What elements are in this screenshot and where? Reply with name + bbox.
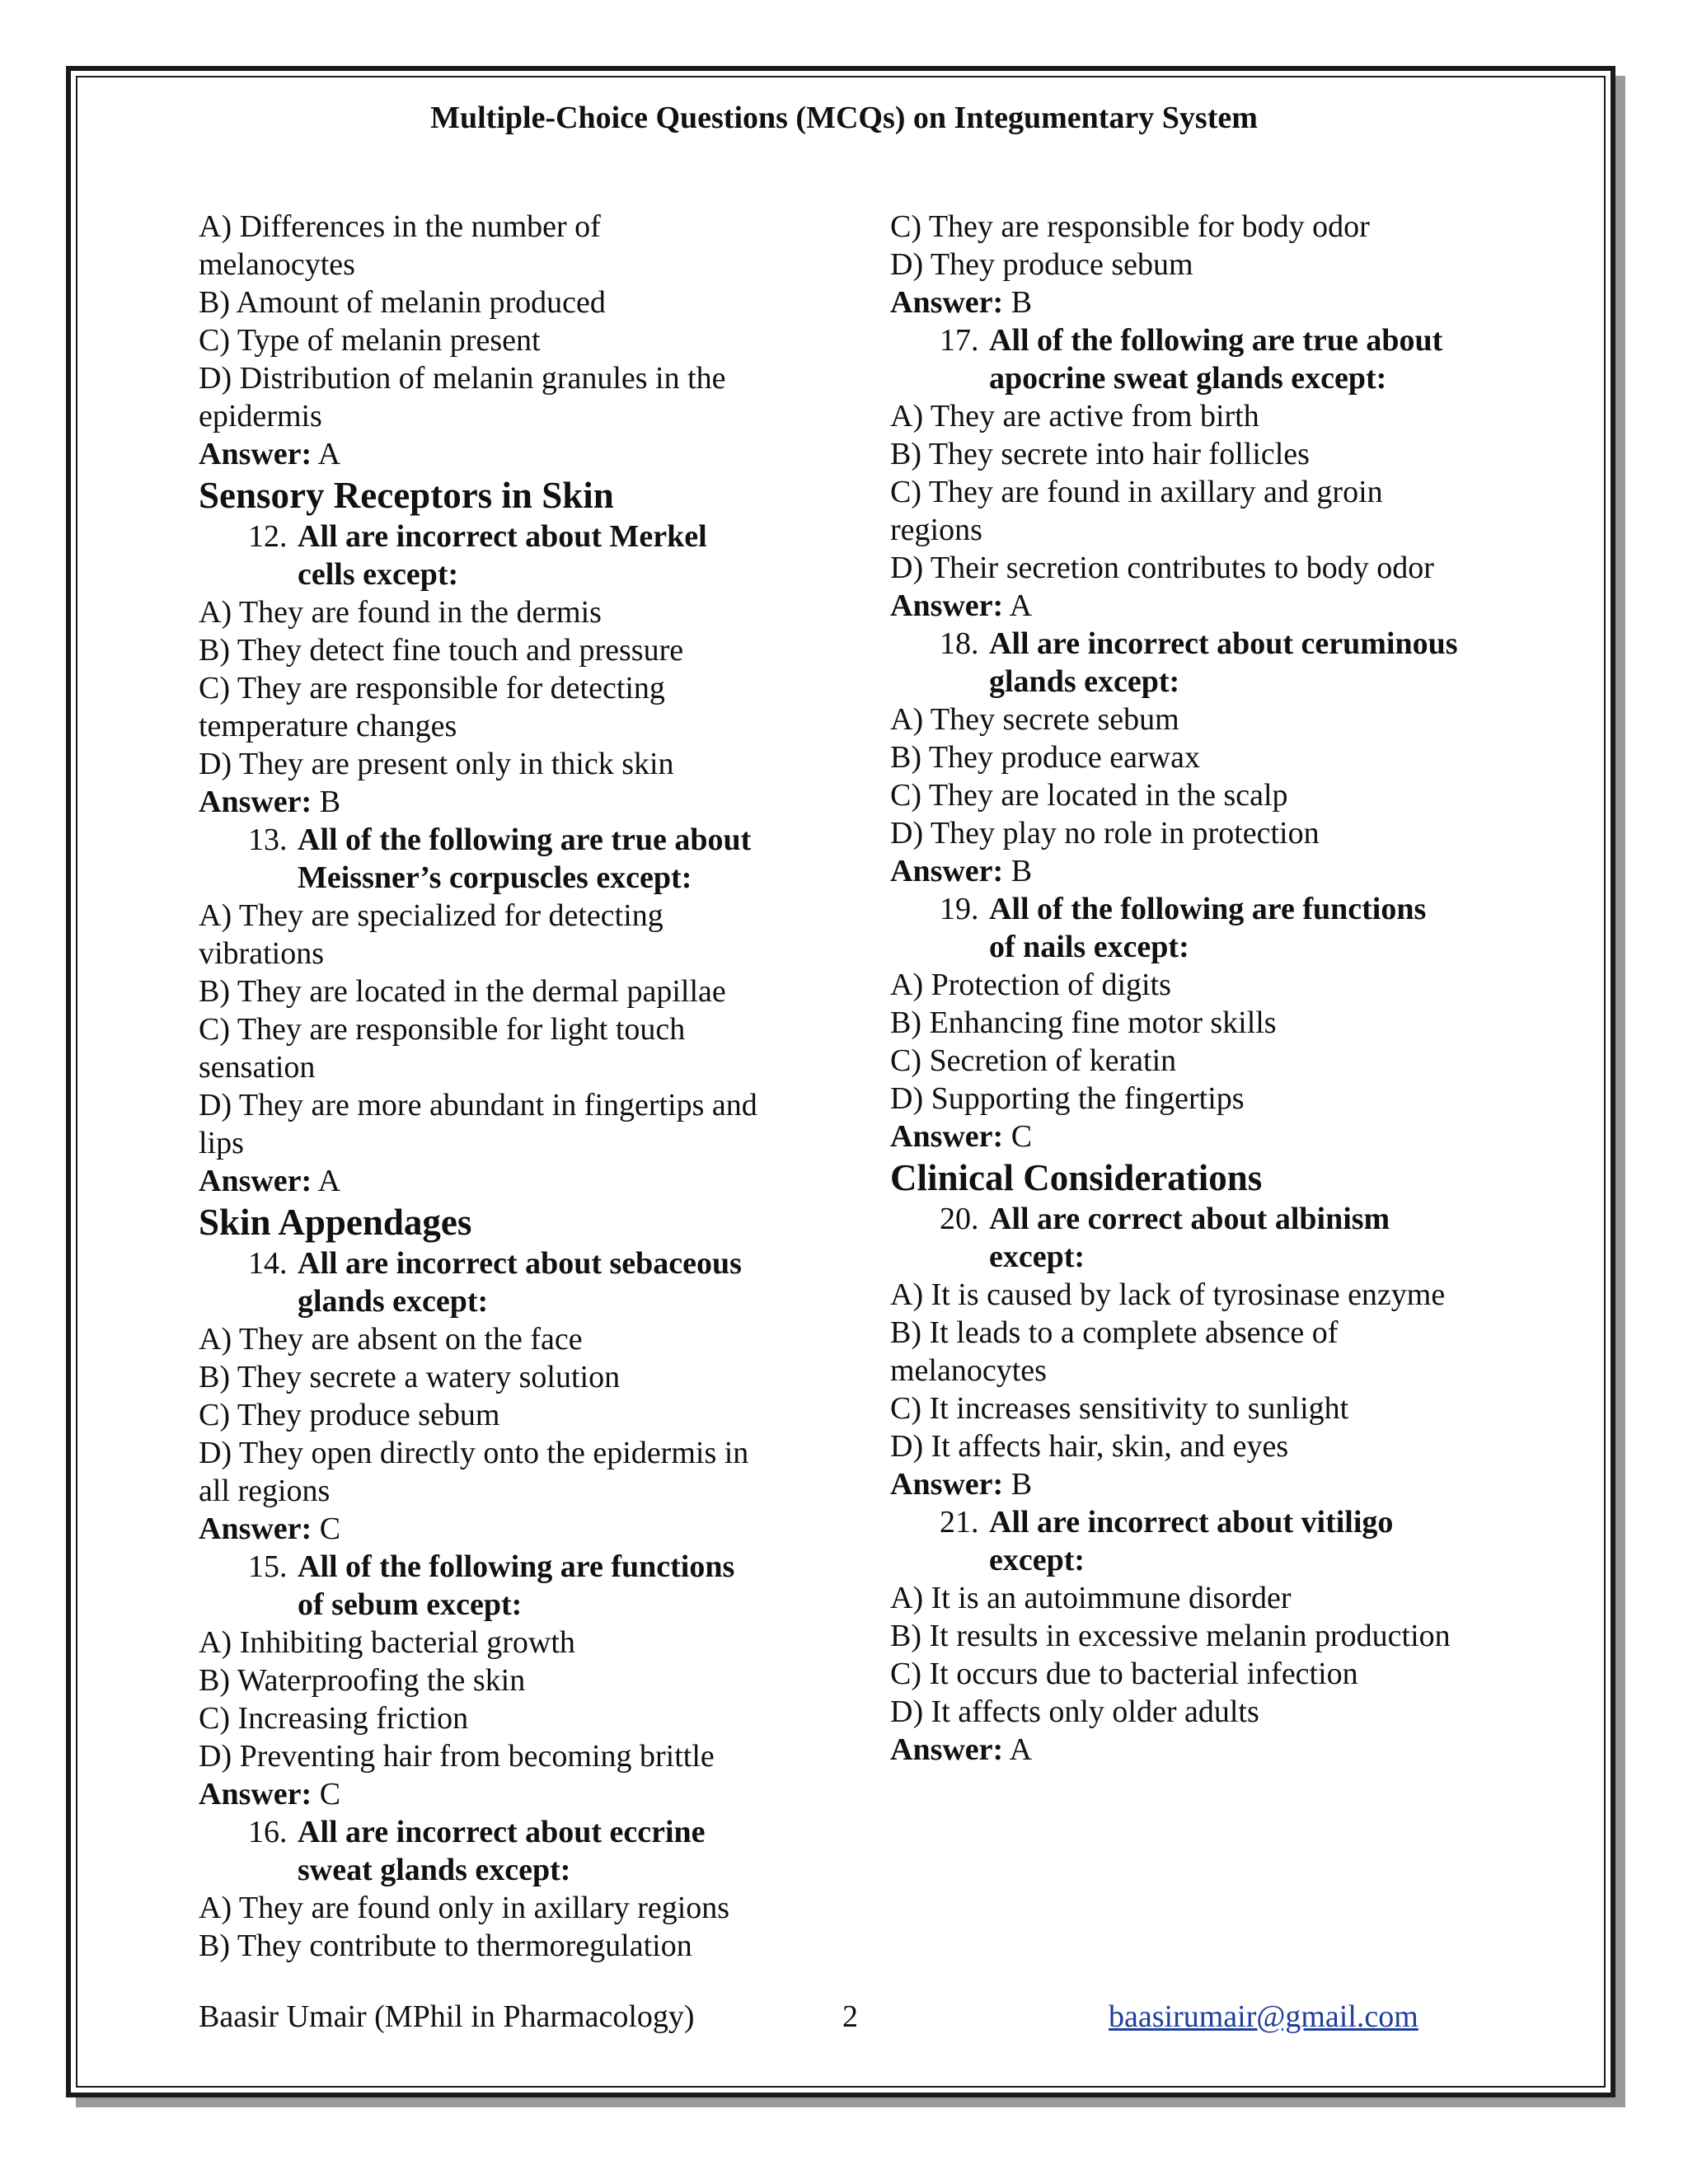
question-q19-answer	[890, 1118, 1517, 1155]
answer-value: B	[1010, 285, 1033, 320]
question-q21-option-line: C) It occurs due to bacterial infection	[890, 1657, 1358, 1691]
question-q16-option-line: A) They are found only in axillary regions	[199, 1891, 730, 1925]
answer-value: A	[317, 1164, 341, 1198]
question-q16-option-line: D) They produce sebum	[890, 247, 1193, 282]
question-q12-answer	[199, 783, 825, 821]
question-q14-option-line: C) They produce sebum	[199, 1398, 500, 1432]
question-q20-option-line: C) It increases sensitivity to sunlight	[890, 1391, 1349, 1426]
question-q13-option-line: vibrations	[199, 936, 324, 971]
question-q19-option-line: B) Enhancing fine motor skills	[890, 1005, 1277, 1040]
answer-value: C	[319, 1511, 341, 1546]
question-q21-stem	[890, 1503, 1517, 1541]
question-stem-line: All are incorrect about eccrine	[298, 1815, 706, 1849]
question-q14-stem-cont: glands except:	[298, 1284, 489, 1319]
answer-value: A	[1009, 588, 1033, 623]
question-q13-option-line: lips	[199, 1126, 244, 1160]
question-q15-answer	[199, 1775, 825, 1813]
question-q13-stem	[199, 821, 825, 859]
answer-value: C	[1010, 1119, 1033, 1154]
question-q21-option-line: D) It affects only older adults	[890, 1694, 1259, 1729]
question-q14-stem	[199, 1244, 825, 1282]
question-q12-option-line: temperature changes	[199, 709, 457, 743]
question-q17-option-line: regions	[890, 513, 982, 547]
question-q21-option-line: B) It results in excessive melanin production	[890, 1619, 1451, 1653]
question-q13-stem-cont: Meissner’s corpuscles except:	[298, 860, 692, 895]
question-q15-option-line: D) Preventing hair from becoming brittle	[199, 1739, 715, 1774]
question-stem-line: All are incorrect about sebaceous	[298, 1246, 742, 1281]
question-number: 14.	[248, 1246, 288, 1281]
document-title: Multiple-Choice Questions (MCQs) on Integumentary System	[430, 101, 1258, 135]
q11-option-line: melanocytes	[199, 247, 355, 282]
question-q13-option-line: sensation	[199, 1050, 316, 1085]
footer-email-link[interactable]: baasirumair@gmail.com	[1109, 1999, 1418, 2034]
question-q21-option-line: A) It is an autoimmune disorder	[890, 1581, 1292, 1615]
answer-label: Answer:	[199, 785, 312, 819]
question-q20-option-line: A) It is caused by lack of tyrosinase enzyme	[890, 1277, 1446, 1312]
question-q16-option-line: B) They contribute to thermoregulation	[199, 1929, 692, 1963]
question-q13-option-line: B) They are located in the dermal papillae	[199, 974, 726, 1009]
question-q12-stem-cont: cells except:	[298, 557, 459, 592]
question-q20-answer	[890, 1465, 1517, 1503]
question-q15-stem	[199, 1548, 825, 1586]
question-q15-option-line: C) Increasing friction	[199, 1701, 469, 1736]
question-number: 17.	[940, 323, 979, 358]
answer-label: Answer:	[199, 437, 312, 471]
answer-label: Answer:	[890, 854, 1004, 888]
section-heading-clinical-considerations: Clinical Considerations	[890, 1157, 1263, 1198]
question-stem-line: All are correct about albinism	[989, 1202, 1390, 1236]
answer-label: Answer:	[890, 1467, 1004, 1502]
answer-label: Answer:	[890, 1119, 1004, 1154]
section-heading-sensory-receptors: Sensory Receptors in Skin	[199, 475, 614, 516]
question-stem-line: All of the following are functions	[989, 892, 1427, 926]
question-q17-option-line: C) They are found in axillary and groin	[890, 475, 1383, 509]
question-stem-line: All of the following are true about	[298, 823, 752, 857]
answer-label: Answer:	[199, 1511, 312, 1546]
question-q20-option-line: D) It affects hair, skin, and eyes	[890, 1429, 1289, 1464]
question-q12-option-line: C) They are responsible for detecting	[199, 671, 665, 705]
question-q16-answer	[890, 284, 1517, 321]
question-q16-stem-cont: sweat glands except:	[298, 1853, 571, 1887]
question-q12-option-line: D) They are present only in thick skin	[199, 747, 674, 781]
question-q17-stem	[890, 321, 1517, 359]
q11-option-line: epidermis	[199, 399, 322, 434]
question-q19-stem-cont: of nails except:	[989, 930, 1189, 964]
question-q17-option-line: A) They are active from birth	[890, 399, 1259, 434]
question-stem-line: All are incorrect about Merkel	[298, 519, 707, 554]
question-q14-answer	[199, 1510, 825, 1548]
question-stem-line: All of the following are functions	[298, 1549, 735, 1584]
question-q18-stem	[890, 625, 1517, 663]
footer-page-number: 2	[842, 1999, 858, 2034]
question-q15-option-line: A) Inhibiting bacterial growth	[199, 1625, 575, 1660]
question-q17-stem-cont: apocrine sweat glands except:	[989, 361, 1387, 396]
question-q17-option-line: D) Their secretion contributes to body odor	[890, 551, 1434, 585]
answer-value: C	[319, 1777, 341, 1811]
q11-option-line: C) Type of melanin present	[199, 323, 541, 358]
question-q20-option-line: melanocytes	[890, 1353, 1047, 1388]
question-q17-answer	[890, 587, 1517, 625]
question-q13-answer	[199, 1162, 825, 1200]
question-stem-line: All are incorrect about ceruminous	[989, 626, 1458, 661]
answer-value: A	[1009, 1732, 1033, 1767]
question-q16-stem	[199, 1813, 825, 1851]
question-q13-option-line: A) They are specialized for detecting	[199, 898, 663, 933]
question-q16-option-line: C) They are responsible for body odor	[890, 209, 1370, 244]
question-q15-stem-cont: of sebum except:	[298, 1587, 523, 1622]
answer-label: Answer:	[890, 588, 1004, 623]
question-number: 19.	[940, 892, 979, 926]
question-q12-stem	[199, 518, 825, 555]
question-q18-answer	[890, 852, 1517, 890]
question-number: 21.	[940, 1505, 979, 1540]
left-column	[199, 208, 825, 1965]
question-number: 18.	[940, 626, 979, 661]
question-stem-line: All of the following are true about	[989, 323, 1443, 358]
question-number: 12.	[248, 519, 288, 554]
question-q13-option-line: D) They are more abundant in fingertips and	[199, 1088, 757, 1122]
answer-label: Answer:	[199, 1777, 312, 1811]
question-q12-option-line: A) They are found in the dermis	[199, 595, 602, 630]
question-q19-stem	[890, 890, 1517, 928]
question-q19-option-line: A) Protection of digits	[890, 968, 1171, 1002]
answer-label: Answer:	[890, 285, 1004, 320]
question-q14-option-line: all regions	[199, 1474, 331, 1508]
question-number: 16.	[248, 1815, 288, 1849]
answer-label: Answer:	[199, 1164, 312, 1198]
question-q21-answer	[890, 1731, 1517, 1769]
answer-value: B	[1010, 1467, 1033, 1502]
q11-option-line: B) Amount of melanin produced	[199, 285, 606, 320]
question-q20-option-line: B) It leads to a complete absence of	[890, 1315, 1339, 1350]
question-stem-line: All are incorrect about vitiligo	[989, 1505, 1394, 1540]
answer-value: A	[317, 437, 341, 471]
question-q13-option-line: C) They are responsible for light touch	[199, 1012, 686, 1047]
right-column	[890, 208, 1517, 1769]
question-q18-option-line: C) They are located in the scalp	[890, 778, 1288, 813]
question-q18-option-line: D) They play no role in protection	[890, 816, 1320, 851]
question-q14-option-line: A) They are absent on the face	[199, 1322, 583, 1357]
question-number: 13.	[248, 823, 288, 857]
question-number: 20.	[940, 1202, 979, 1236]
question-q12-option-line: B) They detect fine touch and pressure	[199, 633, 684, 668]
question-q18-stem-cont: glands except:	[989, 664, 1180, 699]
question-q19-option-line: C) Secretion of keratin	[890, 1043, 1177, 1078]
question-q20-stem-cont: except:	[989, 1240, 1085, 1274]
question-q14-option-line: D) They open directly onto the epidermis in	[199, 1436, 749, 1470]
answer-label: Answer:	[890, 1732, 1004, 1767]
question-q14-option-line: B) They secrete a watery solution	[199, 1360, 621, 1394]
question-q21-stem-cont: except:	[989, 1543, 1085, 1577]
answer-value: B	[1010, 854, 1033, 888]
question-q18-option-line: A) They secrete sebum	[890, 702, 1179, 737]
question-number: 15.	[248, 1549, 288, 1584]
q11-option-line: D) Distribution of melanin granules in the	[199, 361, 726, 396]
section-heading-skin-appendages: Skin Appendages	[199, 1202, 472, 1243]
question-q19-option-line: D) Supporting the fingertips	[890, 1081, 1245, 1116]
question-q18-option-line: B) They produce earwax	[890, 740, 1200, 775]
footer-author: Baasir Umair (MPhil in Pharmacology)	[199, 1999, 695, 2034]
question-q20-stem	[890, 1200, 1517, 1238]
question-q17-option-line: B) They secrete into hair follicles	[890, 437, 1310, 471]
question-q15-option-line: B) Waterproofing the skin	[199, 1663, 526, 1698]
q11-answer	[199, 435, 825, 473]
answer-value: B	[319, 785, 341, 819]
q11-option-line: A) Differences in the number of	[199, 209, 601, 244]
